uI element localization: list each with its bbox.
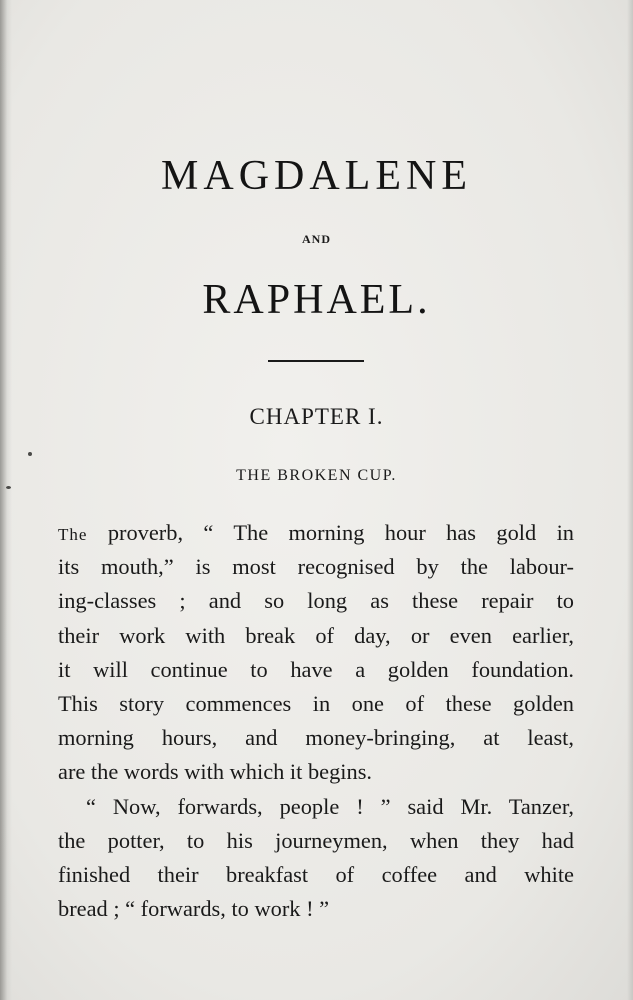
book-title-line-1: MAGDALENE xyxy=(161,153,472,199)
chapter-subtitle: THE BROKEN CUP. xyxy=(236,467,397,484)
text-line: bread ; “ forwards, to work ! ” xyxy=(58,896,330,922)
text-line: morning hours, and money-bringing, at least, xyxy=(58,725,574,751)
page-edge-shadow xyxy=(627,0,633,1000)
smallcaps-opening-word: The xyxy=(58,525,88,544)
chapter-heading: CHAPTER I. xyxy=(249,404,384,429)
page-gutter-shadow xyxy=(0,0,12,1000)
text-line: finished their breakfast of coffee and white xyxy=(58,861,574,887)
paper-speck xyxy=(6,486,11,489)
book-title-conjunction: AND xyxy=(302,232,331,246)
text-line: are the words with which it begins. xyxy=(58,759,373,785)
text-line xyxy=(58,516,574,550)
chapter-body-text xyxy=(58,516,574,926)
book-title-line-2: RAPHAEL. xyxy=(202,277,431,323)
text-line: their work with break of day, or even earlier, xyxy=(58,622,574,648)
text-line: This story commences in one of these golden xyxy=(58,690,574,716)
text-line: “ Now, forwards, people ! ” said Mr. Tanzer, xyxy=(86,793,574,819)
text-line: ing-classes ; and so long as these repair to xyxy=(58,588,574,614)
text-line: the potter, to his journeymen, when they had xyxy=(58,827,574,853)
title-divider-rule xyxy=(268,360,364,362)
text-line: it will continue to have a golden foundation. xyxy=(58,656,574,682)
text-line-content: proverb, “ The morning hour has gold in xyxy=(87,520,574,545)
text-line: its mouth,” is most recognised by the labour- xyxy=(58,554,574,580)
paper-speck xyxy=(28,452,32,456)
